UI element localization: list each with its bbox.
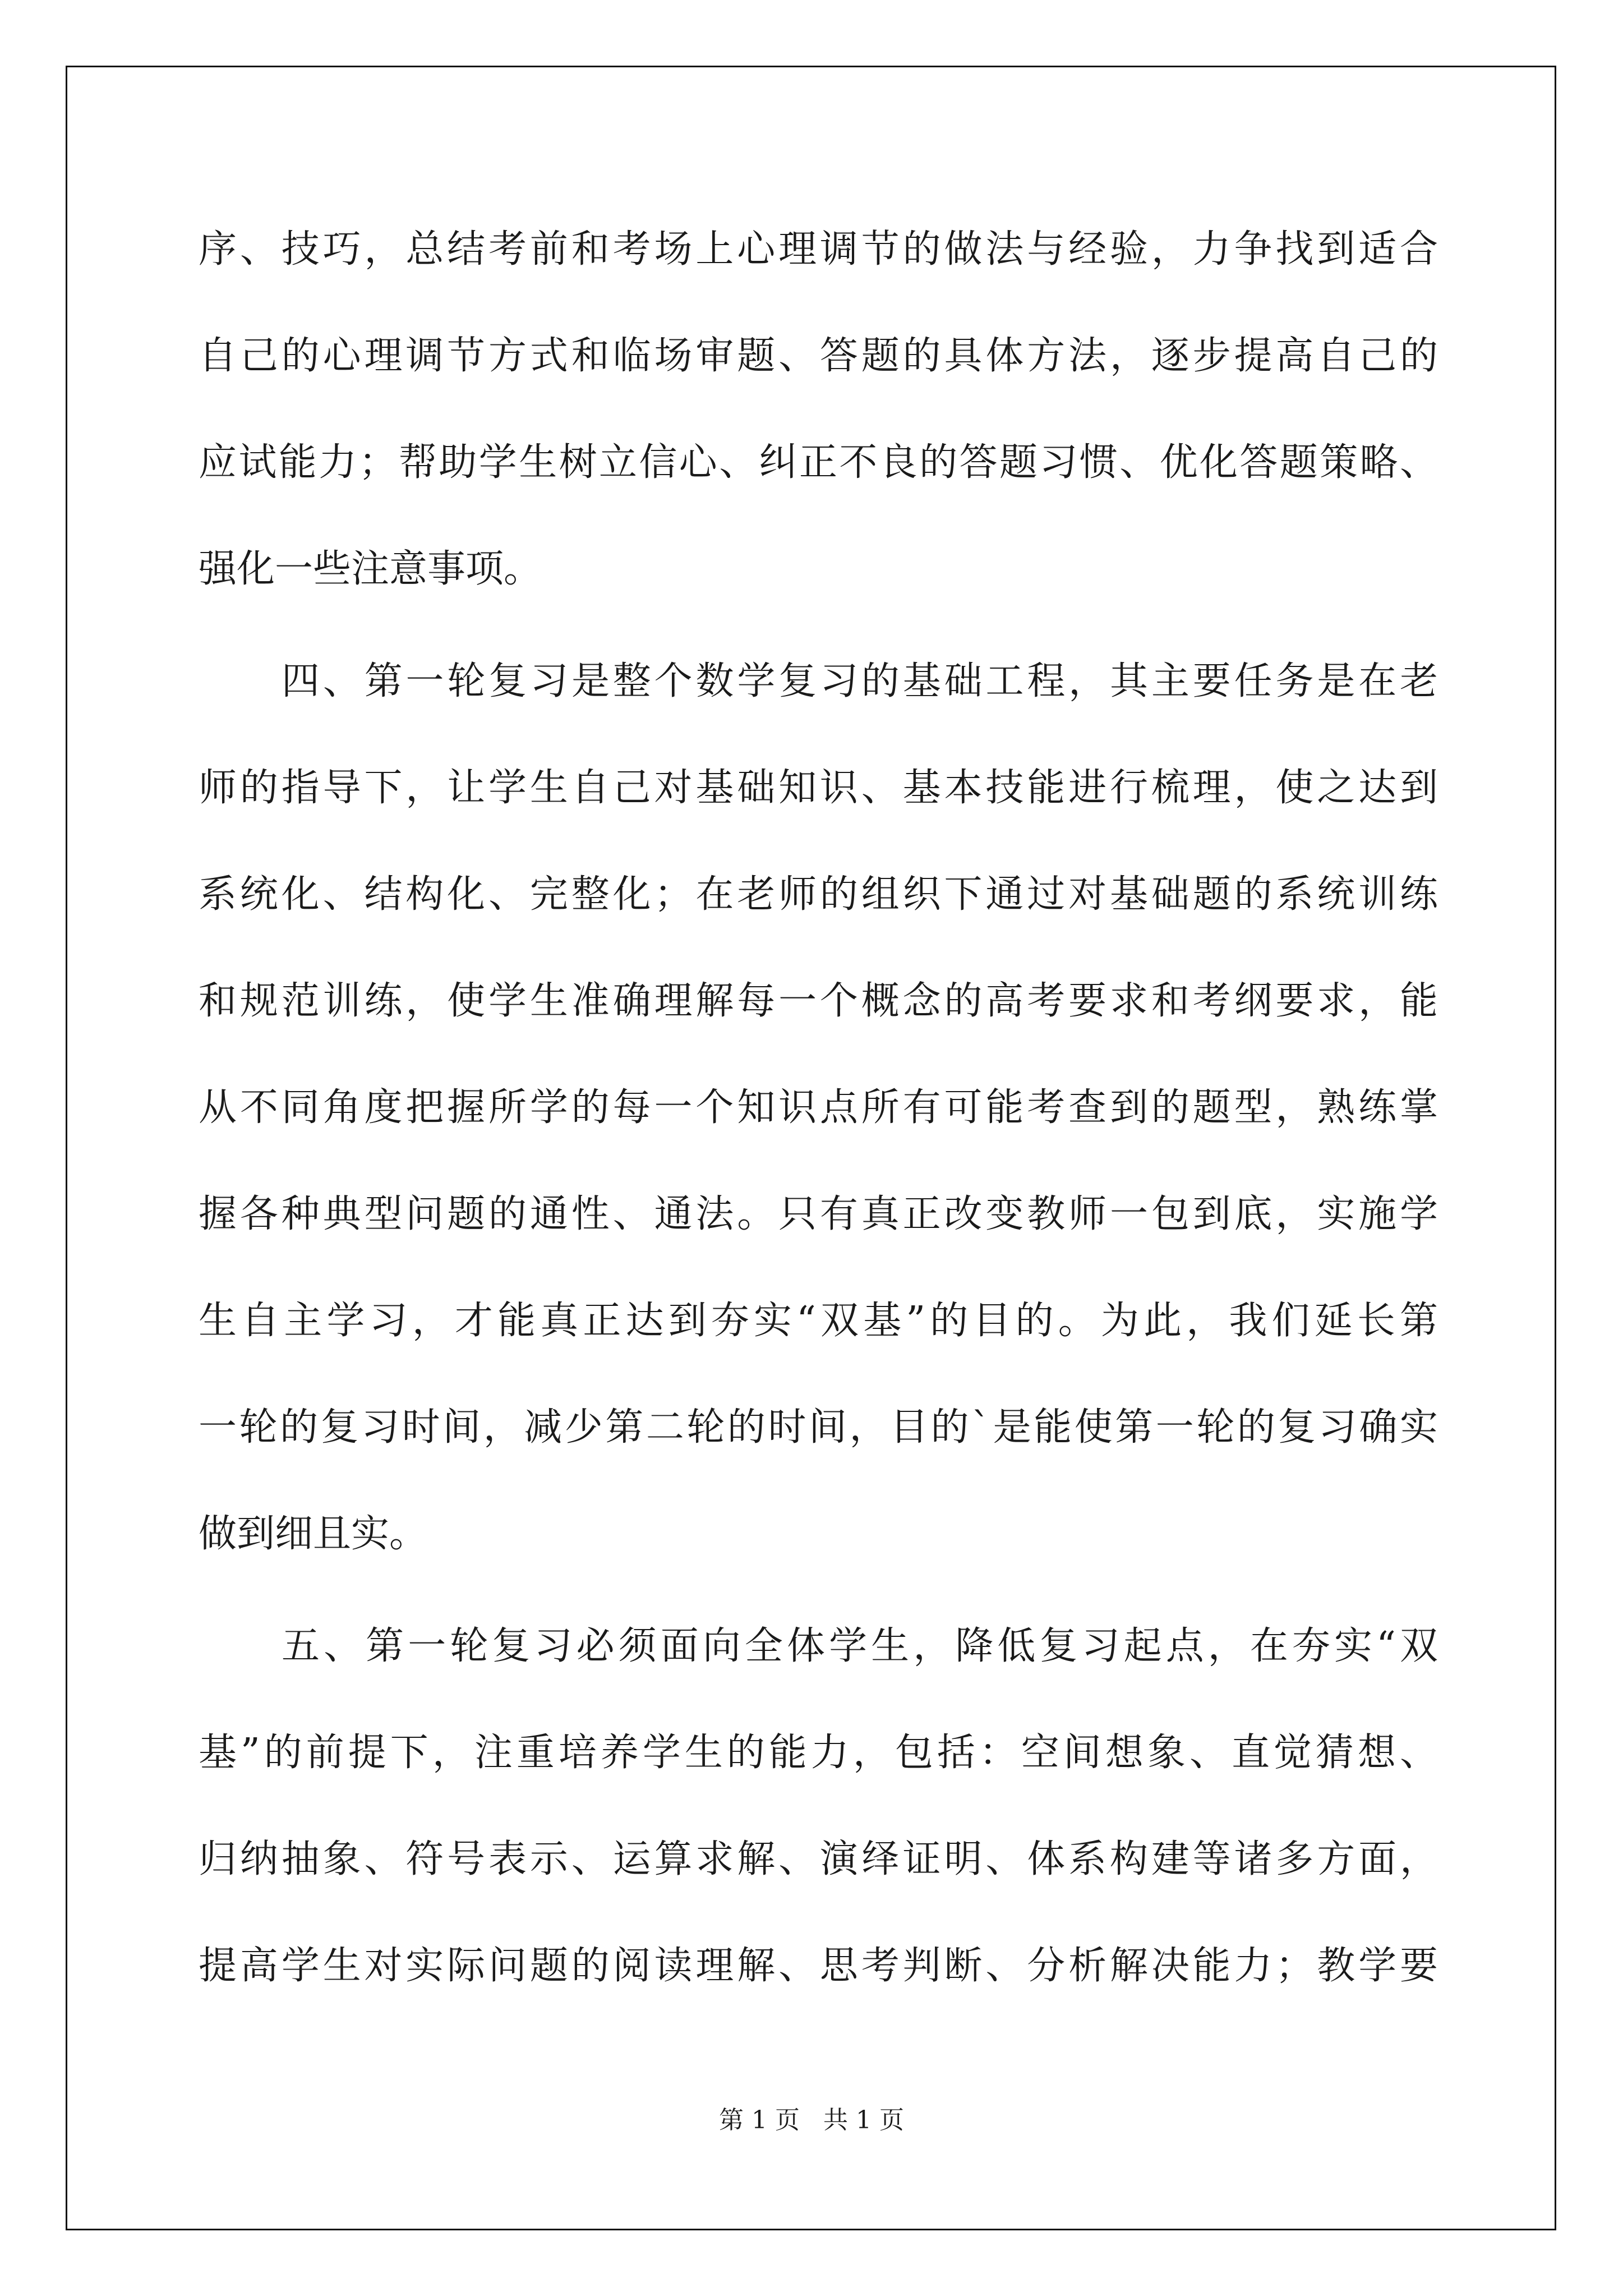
page-border [66,66,1556,2230]
paragraph-line: 提高学生对实际问题的阅读理解、思考判断、分析解决能力；教学要 [199,1944,1438,1988]
paragraph-line: 四、第一轮复习是整个数学复习的基础工程，其主要任务是在老 [282,659,1438,703]
page-number: 第 1 页 共 1 页 [719,2106,904,2134]
paragraph-line: 归纳抽象、符号表示、运算求解、演绎证明、体系构建等诸多方面， [199,1837,1438,1881]
paragraph-line: 握各种典型问题的通性、通法。只有真正改变教师一包到底，实施学 [199,1192,1438,1236]
paragraph-line: 系统化、结构化、完整化；在老师的组织下通过对基础题的系统训练 [199,872,1438,917]
paragraph-line: 和规范训练，使学生准确理解每一个概念的高考要求和考纲要求，能 [199,979,1438,1023]
paragraph-line: 序、技巧，总结考前和考场上心理调节的做法与经验，力争找到适合 [199,227,1438,272]
paragraph-line: 基”的前提下，注重培养学生的能力，包括：空间想象、直觉猜想、 [199,1731,1438,1775]
paragraph-line: 师的指导下，让学生自己对基础知识、基本技能进行梳理，使之达到 [199,766,1438,810]
paragraph-line: 五、第一轮复习必须面向全体学生，降低复习起点，在夯实“双 [282,1624,1438,1668]
paragraph-line: 生自主学习，才能真正达到夯实“双基”的目的。为此，我们延长第 [199,1299,1438,1343]
paragraph-line: 强化一些注意事项。 [199,547,542,591]
paragraph-line: 应试能力；帮助学生树立信心、纠正不良的答题习惯、优化答题策略、 [199,440,1438,485]
paragraph-line: 自己的心理调节方式和临场审题、答题的具体方法，逐步提高自己的 [199,334,1438,378]
paragraph-line: 从不同角度把握所学的每一个知识点所有可能考查到的题型，熟练掌 [199,1085,1438,1130]
paragraph-line: 一轮的复习时间，减少第二轮的时间，目的`是能使第一轮的复习确实 [199,1405,1438,1450]
paragraph-line: 做到细且实。 [199,1512,428,1556]
